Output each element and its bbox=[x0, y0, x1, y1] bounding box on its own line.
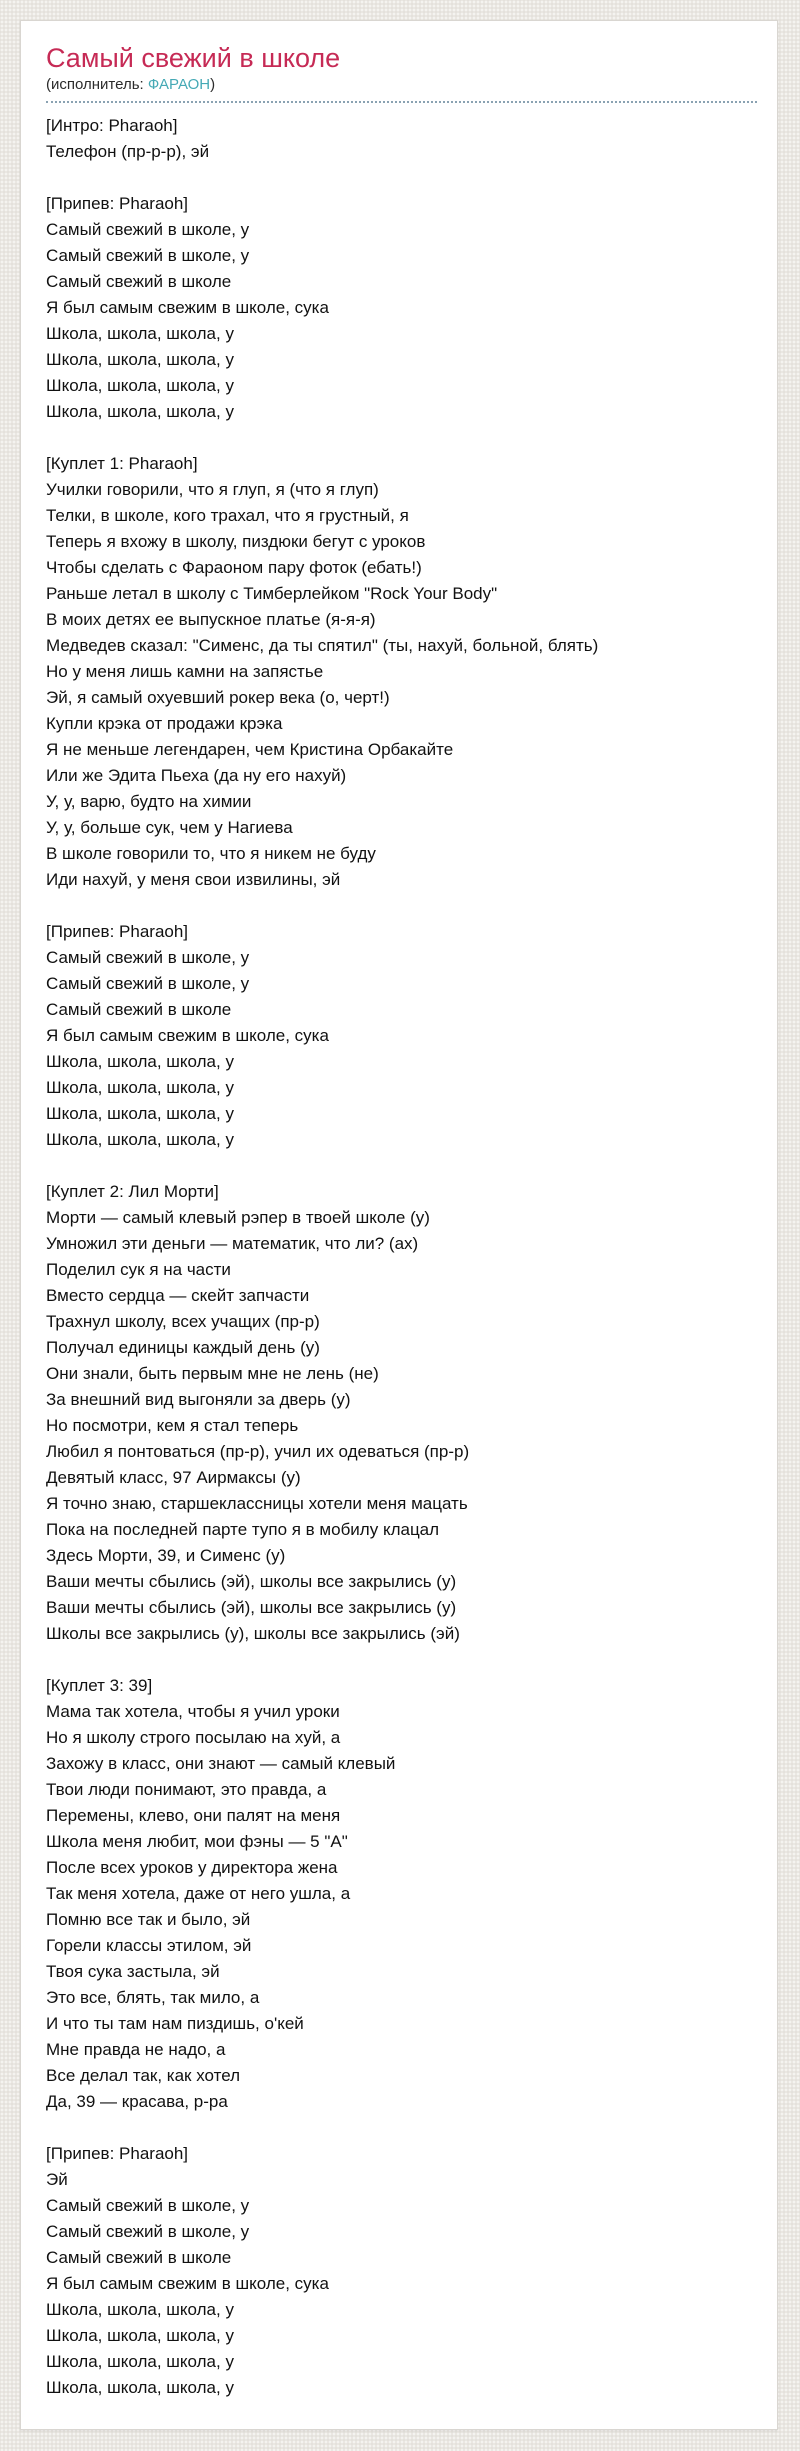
lyric-line: Я был самым свежим в школе, сука bbox=[46, 298, 329, 317]
lyric-line: У, у, варю, будто на химии bbox=[46, 792, 252, 811]
lyric-line: Мама так хотела, чтобы я учил уроки bbox=[46, 1702, 340, 1721]
lyric-line: Школа, школа, школа, у bbox=[46, 324, 234, 343]
lyric-line: Но я школу строго посылаю на хуй, а bbox=[46, 1728, 341, 1747]
section-label: [Куплет 2: Лил Морти] bbox=[46, 1182, 219, 1201]
lyric-line: Да, 39 — красава, р-ра bbox=[46, 2092, 228, 2111]
lyric-line: Эй, я самый охуевший рокер века (о, черт!) bbox=[46, 688, 390, 707]
page-title: Самый свежий в школе bbox=[46, 43, 341, 73]
lyric-line: Но у меня лишь камни на запястье bbox=[46, 662, 324, 681]
lyric-line: Умножил эти деньги — математик, что ли? (ах) bbox=[46, 1234, 419, 1253]
lyric-line: Но посмотри, кем я стал теперь bbox=[46, 1416, 299, 1435]
lyric-line: Купли крэка от продажи крэка bbox=[46, 714, 283, 733]
lyrics-card bbox=[20, 20, 778, 2430]
lyric-section bbox=[46, 451, 757, 893]
lyric-line: Школа, школа, школа, у bbox=[46, 1052, 234, 1071]
lyric-line: В моих детях ее выпускное платье (я-я-я) bbox=[46, 610, 376, 629]
lyric-line: У, у, больше сук, чем у Нагиева bbox=[46, 818, 293, 837]
lyric-line: Или же Эдита Пьеха (да ну его нахуй) bbox=[46, 766, 347, 785]
section-label: [Куплет 3: 39] bbox=[46, 1676, 153, 1695]
lyric-line: Раньше летал в школу с Тимберлейком "Rock Your Body" bbox=[46, 584, 498, 603]
lyric-line: Ваши мечты сбылись (эй), школы все закрылись (у) bbox=[46, 1572, 457, 1591]
lyric-line: Медведев сказал: "Сименс, да ты спятил" (ты, нахуй, больной, блять) bbox=[46, 636, 599, 655]
lyric-section bbox=[46, 113, 757, 165]
lyric-line: Мне правда не надо, а bbox=[46, 2040, 226, 2059]
lyric-line: Самый свежий в школе bbox=[46, 2248, 232, 2267]
lyric-line: Здесь Морти, 39, и Сименс (у) bbox=[46, 1546, 286, 1565]
lyric-line: Я не меньше легендарен, чем Кристина Орбакайте bbox=[46, 740, 454, 759]
lyric-line: Девятый класс, 97 Аирмаксы (у) bbox=[46, 1468, 301, 1487]
lyric-section bbox=[46, 191, 757, 425]
artist-line bbox=[46, 75, 757, 95]
lyric-line: Школа, школа, школа, у bbox=[46, 1104, 234, 1123]
artist-label-prefix: (исполнитель: bbox=[46, 76, 148, 93]
lyric-line: Школа, школа, школа, у bbox=[46, 2300, 234, 2319]
lyric-line: Телки, в школе, кого трахал, что я грустный, я bbox=[46, 506, 409, 525]
lyric-line: Школа, школа, школа, у bbox=[46, 1078, 234, 1097]
lyric-section bbox=[46, 1179, 757, 1647]
dotted-divider bbox=[46, 101, 757, 103]
lyric-line: Школа, школа, школа, у bbox=[46, 2378, 234, 2397]
lyric-line: Это все, блять, так мило, а bbox=[46, 1988, 260, 2007]
lyric-line: Самый свежий в школе, у bbox=[46, 974, 250, 993]
lyric-line: И что ты там нам пиздишь, о'кей bbox=[46, 2014, 304, 2033]
lyric-line: Самый свежий в школе, у bbox=[46, 2196, 250, 2215]
lyric-line: Вместо сердца — скейт запчасти bbox=[46, 1286, 310, 1305]
lyric-line: Так меня хотела, даже от него ушла, а bbox=[46, 1884, 351, 1903]
lyric-line: Иди нахуй, у меня свои извилины, эй bbox=[46, 870, 341, 889]
lyric-line: Школа, школа, школа, у bbox=[46, 2352, 234, 2371]
lyric-line: Все делал так, как хотел bbox=[46, 2066, 240, 2085]
lyric-line: За внешний вид выгоняли за дверь (у) bbox=[46, 1390, 351, 1409]
lyric-line: Помню все так и было, эй bbox=[46, 1910, 251, 1929]
lyric-line: Школа, школа, школа, у bbox=[46, 350, 234, 369]
artist-label-suffix: ) bbox=[210, 76, 216, 93]
section-label: [Припев: Pharaoh] bbox=[46, 2144, 189, 2163]
section-label: [Интро: Pharaoh] bbox=[46, 116, 178, 135]
lyric-line: Перемены, клево, они палят на меня bbox=[46, 1806, 341, 1825]
lyric-line: Я был самым свежим в школе, сука bbox=[46, 1026, 329, 1045]
lyric-line: Школы все закрылись (у), школы все закрылись (эй) bbox=[46, 1624, 460, 1643]
lyric-line: Пока на последней парте тупо я в мобилу клацал bbox=[46, 1520, 440, 1539]
lyric-line: Школа, школа, школа, у bbox=[46, 402, 234, 421]
lyric-line: После всех уроков у директора жена bbox=[46, 1858, 338, 1877]
lyric-line: Эй bbox=[46, 2170, 68, 2189]
lyric-line: Они знали, быть первым мне не лень (не) bbox=[46, 1364, 379, 1383]
lyric-line: Школа меня любит, мои фэны — 5 "А" bbox=[46, 1832, 348, 1851]
lyric-line: Самый свежий в школе, у bbox=[46, 2222, 250, 2241]
lyric-line: В школе говорили то, что я никем не буду bbox=[46, 844, 376, 863]
lyric-line: Трахнул школу, всех учащих (пр-р) bbox=[46, 1312, 320, 1331]
section-label: [Куплет 1: Pharaoh] bbox=[46, 454, 198, 473]
lyric-line: Самый свежий в школе bbox=[46, 1000, 232, 1019]
lyric-line: Получал единицы каждый день (у) bbox=[46, 1338, 320, 1357]
lyric-line: Морти — самый клевый рэпер в твоей школе (у) bbox=[46, 1208, 430, 1227]
lyric-line: Телефон (пр-р-р), эй bbox=[46, 142, 210, 161]
lyric-line: Школа, школа, школа, у bbox=[46, 1130, 234, 1149]
lyric-line: Училки говорили, что я глуп, я (что я глуп) bbox=[46, 480, 379, 499]
lyric-line: Чтобы сделать с Фараоном пару фоток (ебать!) bbox=[46, 558, 422, 577]
lyric-line: Школа, школа, школа, у bbox=[46, 376, 234, 395]
lyric-line: Любил я понтоваться (пр-р), учил их одеваться (пр-р) bbox=[46, 1442, 470, 1461]
artist-link[interactable]: ФАРАОН bbox=[147, 76, 211, 93]
lyric-line: Я точно знаю, старшеклассницы хотели меня мацать bbox=[46, 1494, 468, 1513]
section-label: [Припев: Pharaoh] bbox=[46, 194, 189, 213]
lyric-line: Самый свежий в школе, у bbox=[46, 220, 250, 239]
lyric-line: Ваши мечты сбылись (эй), школы все закрылись (у) bbox=[46, 1598, 457, 1617]
lyric-line: Захожу в класс, они знают — самый клевый bbox=[46, 1754, 396, 1773]
section-label: [Припев: Pharaoh] bbox=[46, 922, 189, 941]
lyrics bbox=[46, 113, 757, 2401]
lyric-line: Твоя сука застыла, эй bbox=[46, 1962, 220, 1981]
lyric-line: Школа, школа, школа, у bbox=[46, 2326, 234, 2345]
lyric-section bbox=[46, 1673, 757, 2115]
lyric-section bbox=[46, 2141, 757, 2401]
lyric-line: Твои люди понимают, это правда, а bbox=[46, 1780, 327, 1799]
lyric-section bbox=[46, 919, 757, 1153]
lyric-line: Самый свежий в школе bbox=[46, 272, 232, 291]
lyric-line: Теперь я вхожу в школу, пиздюки бегут с уроков bbox=[46, 532, 426, 551]
lyric-line: Самый свежий в школе, у bbox=[46, 948, 250, 967]
lyric-line: Самый свежий в школе, у bbox=[46, 246, 250, 265]
lyric-line: Горели классы этилом, эй bbox=[46, 1936, 252, 1955]
lyric-line: Поделил сук я на части bbox=[46, 1260, 231, 1279]
lyric-line: Я был самым свежим в школе, сука bbox=[46, 2274, 329, 2293]
